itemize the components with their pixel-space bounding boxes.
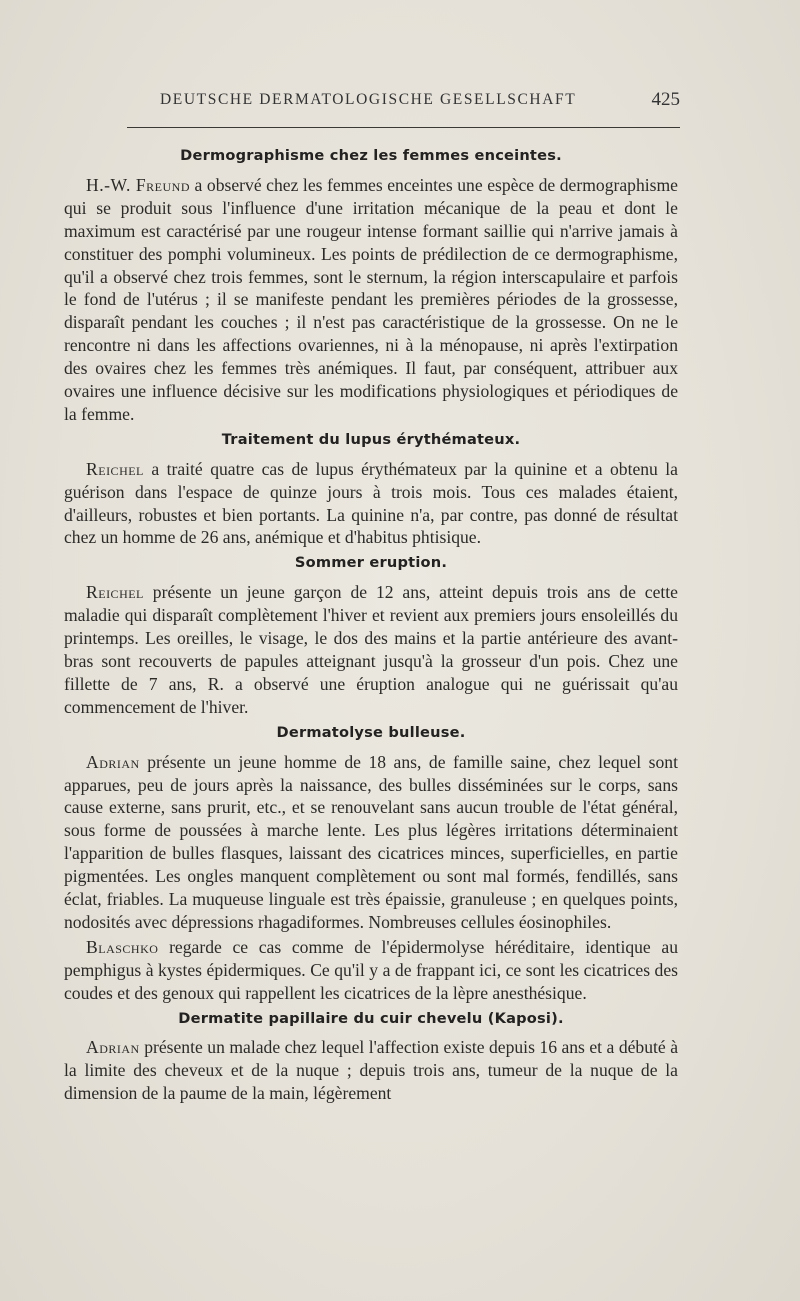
paragraph (64, 581, 678, 718)
paragraph (64, 936, 678, 1005)
paragraph-text: a traité quatre cas de lupus érythémateux par la quinine et a obtenu la guérison dans l'espace de quinze jours à trois mois. Tous ces malades étaient, d'ailleurs, robustes et bien portants. La quinine n'a, par contre, pas donné de résultat chez un homme de 26 ans, anémique et d'habitus phtisique. (64, 458, 678, 548)
author-name: Reichel (86, 582, 144, 603)
section-heading: Dermatite papillaire du cuir chevelu (Kaposi). (178, 1009, 564, 1027)
header-rule (127, 127, 680, 128)
page-number: 425 (651, 89, 680, 110)
paragraph-text: présente un jeune garçon de 12 ans, atteint depuis trois ans de cette maladie qui disparaît complètement l'hiver et revient aux premiers jours ensoleillés du printemps. Les oreilles, le visage, le dos des mains et la partie antérieure des avant-bras sont recouverts de papules atteignant jusqu'à la grosseur d'un pois. Chez une fillette de 7 ans, R. a observé une éruption analogue qui ne guérissait qu'au commencement de l'hiver. (64, 582, 678, 717)
section-heading: Sommer eruption. (294, 554, 448, 572)
author-name: Blaschko (86, 936, 159, 957)
paragraph-text: présente un malade chez lequel l'affection existe depuis 16 ans et a débuté à la limite des cheveux et de la nuque ; depuis trois ans, tumeur de la nuque de la dimension de la paume de la main, légèrement (64, 1037, 678, 1104)
paragraph-text: regarde ce cas comme de l'épidermolyse héréditaire, identique au pemphigus à kystes épidermiques. Ce qu'il y a de frappant ici, ce sont les cicatrices des coudes et des genoux qui rappellent les cicatrices de la lèpre anesthésique. (64, 936, 678, 1003)
paragraph (64, 1036, 678, 1105)
running-head (132, 91, 682, 115)
paragraph (64, 458, 678, 550)
paragraph-text: a observé chez les femmes enceintes une espèce de dermographisme qui se produit sous l'influence d'une irritation mécanique de la peau et dont le maximum est caractérisé par une rougeur intense formant saillie qui n'arrive jamais à constituer des pomphi volumineux. Les points de prédilection de ce dermographisme, qu'il a observé chez trois femmes, sont le sternum, la région interscapulaire et parfois le fond de l'utérus ; il se manifeste pendant les premières périodes de la grossesse, disparaît pendant les couches ; il n'est pas caractéristique de la grossesse. On ne le rencontre ni dans les affections ovariennes, ni à la ménopause, ni après l'extirpation des ovaires chez les femmes très anémiques. Il faut, par conséquent, attribuer aux ovaires une influence décisive sur les modifications physiologiques et périodiques de la femme. (64, 174, 678, 424)
paragraph-text: présente un jeune homme de 18 ans, de famille saine, chez lequel sont apparues, peu de jours après la naissance, des bulles disséminées sur le corps, sans cause externe, sans prurit, etc., et se renouvelant sans aucun trouble de l'état général, sous forme de poussées à marche lente. Les plus légères irritations déterminaient l'apparition de bulles flasques, laissant des cicatrices minces, superficielles, en partie pigmentées. Les ongles manquent complètement ou sont mal formés, fendillés, sans éclat, friables. La muqueuse linguale est très épaissie, granuleuse ; en quelques points, nodosités avec dépressions rhagadiformes. Nombreuses cellules éosinophiles. (64, 751, 678, 932)
author-name: Adrian (86, 751, 140, 772)
author-name: H.-W. Freund (86, 174, 191, 195)
section-heading: Dermographisme chez les femmes enceintes. (180, 147, 562, 164)
article-body (64, 141, 678, 1105)
paragraph (64, 174, 678, 426)
author-name: Reichel (86, 458, 144, 479)
paragraph (64, 751, 678, 934)
author-name: Adrian (86, 1037, 140, 1058)
section-heading: Dermatolyse bulleuse. (276, 723, 466, 741)
section-heading: Traitement du lupus érythémateux. (221, 430, 521, 448)
running-title: DEUTSCHE DERMATOLOGISCHE GESELLSCHAFT (160, 91, 577, 108)
